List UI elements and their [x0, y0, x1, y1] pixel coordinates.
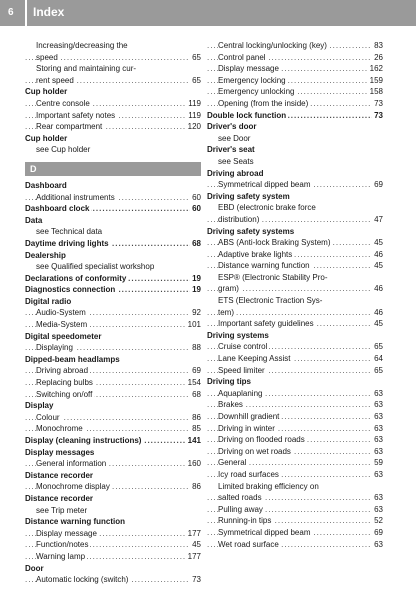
entry-text: tem): [218, 307, 234, 317]
index-subentry: [207, 446, 383, 458]
index-subentry: [25, 412, 201, 424]
index-subentry: [207, 98, 383, 110]
entry-text: see Technical data: [36, 227, 103, 237]
index-heading: [25, 86, 201, 98]
entry-text: Warning lamp: [36, 551, 86, 561]
index-heading: [25, 563, 201, 575]
entry-text: Digital speedometer: [25, 331, 102, 341]
index-heading: [25, 203, 201, 215]
section-letter-band: [25, 162, 201, 176]
section-letter: D: [30, 163, 37, 174]
index-subentry: [207, 399, 383, 411]
index-subentry: [207, 179, 383, 191]
index-subentry: [207, 469, 383, 481]
entry-text: Display: [25, 401, 54, 411]
page-reference[interactable]: 63: [374, 435, 383, 445]
entry-text: Driving safety system: [207, 191, 290, 201]
entry-text: Control panel: [218, 52, 266, 62]
page-reference[interactable]: 45: [374, 261, 383, 271]
entry-text: Speed limiter: [218, 365, 265, 375]
index-subentry: [207, 52, 383, 64]
page-reference[interactable]: 92: [192, 308, 201, 318]
entry-text: Displaying: [36, 343, 73, 353]
index-heading: [207, 191, 383, 203]
index-heading: [207, 330, 383, 342]
entry-text: Additional instruments: [36, 192, 115, 202]
page-reference[interactable]: 46: [374, 284, 383, 294]
entry-text: Monochrome: [36, 424, 83, 434]
entry-text: Distance warning function: [218, 261, 310, 271]
index-subentry: [207, 434, 383, 446]
index-subentry: [25, 423, 201, 435]
entry-text: Door: [25, 563, 44, 573]
index-heading: [25, 215, 201, 227]
index-heading: [25, 296, 201, 308]
entry-text: Driving in winter: [218, 423, 275, 433]
index-subentry: [207, 341, 383, 353]
page-reference[interactable]: 119: [188, 98, 201, 108]
entry-text: Cruise control: [218, 342, 268, 352]
entry-text: Display message: [36, 528, 97, 538]
index-subentry: [207, 388, 383, 400]
page-reference[interactable]: 68: [192, 389, 201, 399]
index-heading: [25, 331, 201, 343]
index-subentry: [207, 75, 383, 87]
index-subentry: [207, 515, 383, 527]
entry-text: Driving abroad: [36, 366, 89, 376]
index-subentry: [25, 505, 201, 517]
page-reference[interactable]: 46: [374, 249, 383, 259]
page-reference[interactable]: 60: [192, 192, 201, 202]
index-subentry: [207, 411, 383, 423]
index-column-right: [207, 40, 383, 550]
index-column-left: [25, 40, 201, 586]
entry-text: Colour: [36, 412, 60, 422]
page-title: Index: [33, 5, 65, 19]
page-reference[interactable]: 177: [187, 528, 201, 538]
page-reference[interactable]: 64: [374, 354, 383, 364]
entry-text: Daytime driving lights: [25, 238, 109, 248]
entry-text: Driving on flooded roads: [218, 435, 305, 445]
page-reference[interactable]: 65: [374, 365, 383, 375]
page-reference[interactable]: 46: [374, 307, 383, 317]
index-heading: [25, 284, 201, 296]
entry-text: rent speed: [36, 75, 74, 85]
page-reference[interactable]: 159: [369, 75, 383, 85]
entry-text: Display (cleaning instructions): [25, 436, 142, 445]
page-reference[interactable]: 160: [187, 459, 201, 469]
index-subentry: [25, 110, 201, 122]
entry-text: Important safety notes: [36, 110, 116, 120]
index-subentry: [25, 121, 201, 133]
entry-text: General: [218, 458, 247, 468]
page-reference[interactable]: 83: [374, 41, 383, 50]
entry-text: Display message: [218, 64, 279, 74]
index-subentry: [25, 63, 201, 75]
page-reference[interactable]: 60: [192, 204, 201, 214]
index-subentry: [207, 504, 383, 516]
entry-text: EBD (electronic brake force: [218, 203, 316, 213]
page-reference[interactable]: 119: [188, 110, 201, 120]
page-number: 6: [8, 7, 14, 18]
entry-text: see Qualified specialist workshop: [36, 262, 155, 272]
index-heading: [207, 110, 383, 122]
index-subentry: [207, 539, 383, 551]
entry-text: Central locking/unlocking (key): [218, 41, 327, 50]
page-reference[interactable]: 47: [374, 214, 383, 224]
index-subentry: [207, 40, 383, 52]
index-subentry: [25, 551, 201, 563]
entry-text: Rear compartment: [36, 122, 103, 132]
index-subentry: [207, 86, 383, 98]
entry-text: ESP® (Electronic Stability Pro-: [218, 272, 328, 282]
entry-text: Double lock function: [207, 110, 287, 120]
entry-text: Function/notes: [36, 540, 89, 550]
entry-text: Dashboard clock: [25, 204, 90, 214]
page-reference[interactable]: 177: [187, 551, 201, 561]
index-subentry: [25, 192, 201, 204]
index-heading: [207, 121, 383, 133]
entry-text: Dashboard: [25, 180, 67, 190]
page-reference[interactable]: 86: [192, 412, 201, 422]
page-reference[interactable]: 45: [192, 540, 201, 550]
index-heading: [25, 238, 201, 250]
header-divider: [25, 0, 27, 26]
entry-text: Distance recorder: [25, 470, 94, 480]
page-reference[interactable]: 69: [192, 366, 201, 376]
entry-text: Opening (from the inside): [218, 98, 309, 108]
entry-text: gram): [218, 284, 239, 294]
entry-text: Symmetrical dipped beam: [218, 527, 311, 537]
entry-text: Cup holder: [25, 133, 68, 143]
index-subentry: [25, 52, 201, 64]
index-heading: [207, 144, 383, 156]
index-subentry: [207, 423, 383, 435]
entry-text: ABS (Anti-lock Braking System): [218, 238, 331, 248]
entry-text: Pulling away: [218, 504, 263, 514]
page-reference[interactable]: 101: [187, 320, 201, 330]
page-reference[interactable]: 154: [187, 378, 201, 388]
page-reference[interactable]: 63: [374, 388, 383, 398]
entry-text: Emergency unlocking: [218, 87, 295, 97]
entry-text: Audio-System: [36, 308, 86, 318]
page-reference[interactable]: 68: [192, 238, 201, 248]
entry-text: Distance recorder: [25, 493, 94, 503]
index-subentry: [207, 283, 383, 295]
page-reference[interactable]: 73: [374, 98, 383, 108]
page-reference[interactable]: 52: [374, 516, 383, 526]
index-subentry: [207, 63, 383, 75]
index-heading: [25, 354, 201, 366]
index-subentry: [25, 40, 201, 52]
entry-text: salted roads: [218, 493, 262, 503]
entry-text: Dealership: [25, 250, 66, 260]
index-heading: [25, 435, 201, 447]
entry-text: Driving tips: [207, 377, 252, 387]
entry-text: Important safety guidelines: [218, 319, 314, 329]
page-reference[interactable]: 141: [187, 436, 201, 445]
index-subentry: [207, 457, 383, 469]
page-reference[interactable]: 63: [374, 400, 383, 410]
index-subentry: [207, 492, 383, 504]
entry-text: Display messages: [25, 447, 95, 457]
entry-text: speed: [36, 52, 58, 62]
index-subentry: [25, 389, 201, 401]
entry-text: Wet road surface: [218, 539, 279, 549]
entry-text: Declarations of conformity: [25, 273, 127, 283]
page-reference[interactable]: 45: [374, 238, 383, 248]
entry-text: Driver's seat: [207, 145, 255, 155]
entry-text: Storing and maintaining cur-: [36, 64, 137, 74]
index-heading: [25, 516, 201, 528]
page-reference[interactable]: 162: [369, 64, 383, 74]
index-heading: [25, 273, 201, 285]
entry-text: Increasing/decreasing the: [36, 41, 128, 50]
entry-text: Digital radio: [25, 296, 72, 306]
index-subentry: [25, 98, 201, 110]
entry-text: see Door: [218, 133, 251, 143]
index-subentry: [25, 365, 201, 377]
index-subentry: [25, 377, 201, 389]
index-subentry: [25, 307, 201, 319]
page-reference[interactable]: 65: [374, 342, 383, 352]
page-reference[interactable]: 65: [192, 75, 201, 85]
index-subentry: [207, 527, 383, 539]
index-subentry: [25, 226, 201, 238]
index-subentry: [25, 261, 201, 273]
index-subentry: [25, 342, 201, 354]
index-subentry: [207, 260, 383, 272]
entry-text: see Seats: [218, 156, 254, 166]
index-heading: [25, 493, 201, 505]
entry-text: see Cup holder: [36, 145, 91, 155]
index-subentry: [25, 144, 201, 156]
page-reference[interactable]: 120: [187, 122, 201, 132]
index-heading: [25, 447, 201, 459]
entry-text: Media-System: [36, 320, 88, 330]
index-subentry: [207, 202, 383, 214]
entry-text: Driving safety systems: [207, 226, 295, 236]
entry-text: Running-in tips: [218, 516, 272, 526]
entry-text: Icy road surfaces: [218, 469, 279, 479]
index-subentry: [207, 133, 383, 145]
page-reference[interactable]: 73: [192, 575, 201, 585]
entry-text: Diagnostics connection: [25, 285, 116, 295]
index-subentry: [25, 75, 201, 87]
entry-text: Limited braking efficiency on: [218, 481, 319, 491]
index-subentry: [207, 237, 383, 249]
entry-text: Centre console: [36, 98, 90, 108]
index-subentry: [25, 319, 201, 331]
page-reference[interactable]: 85: [192, 424, 201, 434]
index-heading: [25, 470, 201, 482]
index-subentry: [25, 481, 201, 493]
entry-text: Lane Keeping Assist: [218, 354, 291, 364]
entry-text: Driver's door: [207, 122, 257, 132]
entry-text: ETS (Electronic Traction Sys-: [218, 296, 323, 306]
entry-text: Aquaplaning: [218, 388, 263, 398]
entry-text: Cup holder: [25, 87, 68, 97]
entry-text: Driving on wet roads: [218, 446, 291, 456]
index-subentry: [207, 353, 383, 365]
page-reference[interactable]: 63: [374, 423, 383, 433]
page-reference[interactable]: 69: [374, 527, 383, 537]
entry-text: Monochrome display: [36, 482, 110, 492]
page-reference[interactable]: 63: [374, 504, 383, 514]
index-subentry: [207, 307, 383, 319]
entry-text: Distance warning function: [25, 517, 126, 527]
entry-text: distribution): [218, 214, 260, 224]
entry-text: Adaptive brake lights: [218, 249, 293, 259]
entry-text: Dipped-beam headlamps: [25, 354, 120, 364]
entry-text: Symmetrical dipped beam: [218, 180, 311, 190]
page-reference[interactable]: 158: [369, 87, 383, 97]
page-reference[interactable]: 63: [374, 412, 383, 421]
entry-text: Driving abroad: [207, 168, 264, 178]
index-header-bar: [0, 0, 416, 26]
index-subentry: [207, 365, 383, 377]
page-reference[interactable]: 86: [192, 482, 201, 492]
entry-text: General information: [36, 459, 107, 469]
index-subentry: [207, 272, 383, 284]
index-subentry: [207, 249, 383, 261]
index-subentry: [25, 528, 201, 540]
entry-text: Automatic locking (switch): [36, 575, 129, 585]
index-subentry: [207, 156, 383, 168]
index-subentry: [25, 458, 201, 470]
index-heading: [25, 133, 201, 145]
index-subentry: [207, 214, 383, 226]
entry-text: Switching on/off: [36, 389, 93, 399]
page-reference[interactable]: 26: [374, 52, 383, 62]
page-reference[interactable]: 69: [374, 180, 383, 190]
index-heading: [25, 400, 201, 412]
index-heading: [207, 168, 383, 180]
page-reference[interactable]: 19: [192, 285, 201, 295]
entry-text: Driving systems: [207, 330, 269, 340]
page-reference[interactable]: 73: [374, 110, 383, 120]
index-heading: [207, 226, 383, 238]
entry-text: Downhill gradient: [218, 412, 280, 421]
page-reference[interactable]: 63: [374, 493, 383, 503]
page-reference[interactable]: 63: [374, 469, 383, 479]
entry-text: Brakes: [218, 400, 243, 410]
index-subentry: [207, 295, 383, 307]
page-reference[interactable]: 63: [374, 446, 383, 456]
entry-text: Emergency locking: [218, 75, 286, 85]
page-reference[interactable]: 19: [192, 273, 201, 283]
entry-text: Replacing bulbs: [36, 378, 93, 388]
page-reference[interactable]: 59: [374, 458, 383, 468]
page-reference[interactable]: 63: [374, 539, 383, 549]
index-heading: [25, 180, 201, 192]
index-subentry: [207, 318, 383, 330]
page-reference[interactable]: 88: [192, 343, 201, 353]
entry-text: see Trip meter: [36, 505, 88, 515]
index-subentry: [25, 539, 201, 551]
index-subentry: [25, 574, 201, 586]
index-subentry: [207, 481, 383, 493]
entry-text: Data: [25, 215, 43, 225]
index-heading: [25, 250, 201, 262]
page-reference[interactable]: 45: [374, 319, 383, 329]
page-reference[interactable]: 65: [192, 52, 201, 62]
index-heading: [207, 376, 383, 388]
